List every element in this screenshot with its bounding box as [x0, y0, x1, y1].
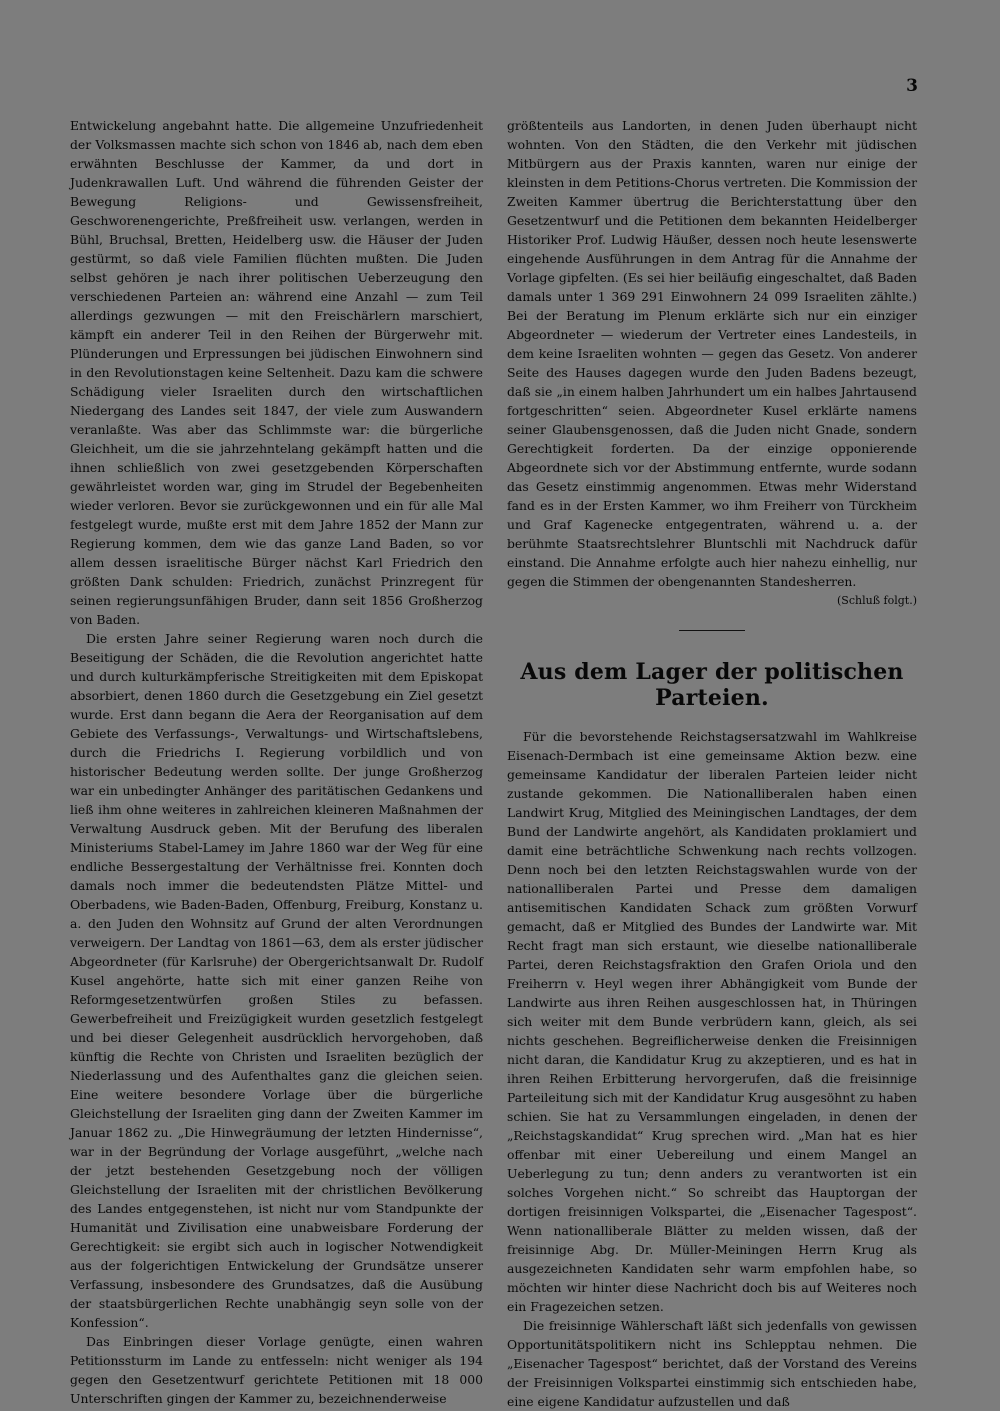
article-headline: Aus dem Lager der politischen Parteien.: [520, 659, 904, 711]
article-paragraph-2: Die freisinnige Wählerschaft läßt sich jedenfalls von gewissen Opportunitätspolitikern nicht ins Schlepptau nehmen. Die „Eisenacher Tagespost“ berichtet, daß der Vorstand des Vereins der Freisinnigen Volkspartei einstimmig sich entschieden habe, eine eigene Kandidatur aufzustellen und daß: [507, 1318, 917, 1409]
left-paragraph-1: Entwickelung angebahnt hatte. Die allgemeine Unzufriedenheit der Volksmassen machte sich schon von 1846 ab, nach dem eben erwähnten Beschlusse der Kammer, da und dort in Judenkrawallen Luft. Und während die führenden Geister der Bewegung Religions- und Gewissensfreiheit, Geschworenengerichte, Preßfreiheit usw. verlangen, werden in Bühl, Bruchsal, Bretten, Heidelberg usw. die Häuser der Juden gestürmt, so daß viele Familien flüchten mußten. Die Juden selbst gehören je nach ihrer politischen Ueberzeugung den verschiedenen Parteien an: während eine Anzahl — zum Teil allerdings gezwungen — mit den Freischärlern marschiert, kämpft ein anderer Teil in den Reihen der Bürgerwehr mit. Plünderungen und Erpressungen bei jüdischen Einwohnern sind in den Revolutionstagen keine Seltenheit. Dazu kam die schwere Schädigung vieler Israeliten durch den wirtschaftlichen Niedergang des Landes seit 1847, der viele zum Auswandern veranlaßte. Was aber das Schlimmste war: die bürgerliche Gleichheit, um die sie jahrzehntelang gekämpft hatten und die ihnen schließlich von zwei gesetzgebenden Körperschaften gewährleistet worden war, ging im Strudel der Begebenheiten wieder verloren. Bevor sie zurückgewonnen und ein für alle Mal festgelegt wurde, mußte erst mit dem Jahre 1852 der Mann zur Regierung kommen, dem wie das ganze Land Baden, so vor allem dessen israelitische Bürger nächst Karl Friedrich den größten Dank schulden: Friedrich, zunächst Prinzregent für seinen regierungsunfähigen Bruder, dann seit 1856 Großherzog von Baden.: [70, 118, 483, 627]
article-paragraph-1: Für die bevorstehende Reichstagsersatzwahl im Wahlkreise Eisenach-Dermbach ist eine gemeinsame Aktion bezw. eine gemeinsame Kandidatur der liberalen Parteien leider nicht zustande gekommen. Die Nationalliberalen haben einen Landwirt Krug, Mitglied des Meiningischen Landtages, der dem Bund der Landwirte angehört, als Kandidaten proklamiert und damit eine beträchtliche Schwenkung nach rechts vollzogen. Denn noch bei den letzten Reichstagswahlen wurde von der nationalliberalen Partei und Presse dem damaligen antisemitischen Kandidaten Schack zum größten Vorwurf gemacht, daß er Mitglied des Bundes der Landwirte war. Mit Recht fragt man sich erstaunt, wie dieselbe nationalliberale Partei, deren Reichstagsfraktion den Grafen Oriola und den Freiherrn v. Heyl wegen ihrer Abhängigkeit vom Bunde der Landwirte aus ihren Reihen ausgeschlossen hat, in Thüringen sich weiter mit dem Bunde verbrüdern kann, gleich, als sei nichts geschehen. Begreiflicherweise denken die Freisinnigen nicht daran, die Kandidatur Krug zu akzeptieren, und es hat in ihren Reihen Erbitterung hervorgerufen, daß die freisinnige Parteileitung sich mit der Kandidatur Krug ausgesöhnt zu haben schien. Sie hat zu Versammlungen eingeladen, in denen der „Reichstagskandidat“ Krug sprechen wird. „Man hat es hier offenbar mit einer Uebereilung und einem Mangel an Ueberlegung zu tun; denn anders zu verantworten ist ein solches Vorgehen nicht.“ So schreibt das Hauptorgan der dortigen freisinnigen Volkspartei, die „Eisenacher Tagespost“. Wenn nationalliberale Blätter zu melden wissen, daß der freisinnige Abg. Dr. Müller-Meiningen Herrn Krug als ausgezeichneten Kandidaten sehr warm empfohlen habe, so möchten wir hinter diese Nachricht doch bis auf Weiteres noch ein Fragezeichen setzen.: [507, 729, 917, 1314]
right-continuation-paragraph: größtenteils aus Landorten, in denen Juden überhaupt nicht wohnten. Von den Städten, die den Verkehr mit jüdischen Mitbürgern aus der Praxis kannten, waren nur einige der kleinsten in dem Petitions-Chorus vertreten. Die Kommission der Zweiten Kammer übertrug die Berichterstattung über den Gesetzentwurf und die Petitionen dem bekannten Heidelberger Historiker Prof. Ludwig Häußer, dessen noch heute lesenswerte eingehende Ausführungen in dem Antrag für die Annahme der Vorlage gipfelten. (Es sei hier beiläufig eingeschaltet, daß Baden damals unter 1 369 291 Einwohnern 24 099 Israeliten zählte.) Bei der Beratung im Plenum erklärte sich nur ein einziger Abgeordneter — wiederum der Vertreter eines Landesteils, in dem keine Israeliten wohnten — gegen das Gesetz. Von anderer Seite des Hauses dagegen wurde den Juden Badens bezeugt, daß sie „in einem halben Jahrhundert um ein halbes Jahrtausend fortgeschritten“ seien. Abgeordneter Kusel erklärte namens seiner Glaubensgenossen, daß die Juden nicht Gnade, sondern Gerechtigkeit forderten. Da der einzige opponierende Abgeordnete sich vor der Abstimmung entfernte, wurde sodann das Gesetz einstimmig angenommen. Etwas mehr Widerstand fand es in der Ersten Kammer, wo ihm Freiherr von Türckheim und Graf Kagenecke entgegentraten, während u. a. der berühmte Staatsrechtslehrer Bluntschli mit Nachdruck dafür einstand. Die Annahme erfolgte auch hier nahezu einhellig, nur gegen die Stimmen der obengenannten Standesherren.: [507, 118, 917, 589]
section-divider: [679, 630, 745, 631]
left-paragraph-2: Die ersten Jahre seiner Regierung waren noch durch die Beseitigung der Schäden, die die Revolution angerichtet hatte und durch kulturkämpferische Streitigkeiten mit dem Episkopat absorbiert, denen 1860 durch die Gesetzgebung ein Ziel gesetzt wurde. Erst dann begann die Aera der Reorganisation auf dem Gebiete des Verfassungs-, Verwaltungs- und Wirtschaftslebens, durch die Friedrichs I. Regierung vorbildlich und von historischer Bedeutung werden sollte. Der junge Großherzog war ein unbedingter Anhänger des paritätischen Gedankens und ließ ihm ohne weiteres in zahlreichen kleineren Maßnahmen der Verwaltung Ausdruck geben. Mit der Berufung des liberalen Ministeriums Stabel-Lamey im Jahre 1860 war der Weg für eine endliche Bessergestaltung der Verhältnisse frei. Konnten doch damals noch immer die bedeutendsten Plätze Mittel- und Oberbadens, wie Baden-Baden, Offenburg, Freiburg, Konstanz u. a. den Juden den Wohnsitz auf Grund der alten Verordnungen verweigern. Der Landtag von 1861—63, dem als erster jüdischer Abgeordneter (für Karlsruhe) der Obergerichtsanwalt Dr. Rudolf Kusel angehörte, hatte sich mit einer ganzen Reihe von Reformgesetzentwürfen großen Stiles zu befassen. Gewerbefreiheit und Freizügigkeit wurden gesetzlich festgelegt und bei dieser Gelegenheit ausdrücklich hervorgehoben, daß künftig die Rechte von Christen und Israeliten bezüglich der Niederlassung und des Aufenthaltes ganz die gleichen seien. Eine weitere besondere Vorlage über die bürgerliche Gleichstellung der Israeliten ging dann der Zweiten Kammer im Januar 1862 zu. „Die Hinwegräumung der letzten Hindernisse“, war in der Begründung der Vorlage ausgeführt, „welche nach der jetzt bestehenden Gesetzgebung noch der völligen Gleichstellung der Israeliten mit der christlichen Bevölkerung des Landes entgegenstehen, ist nicht nur vom Standpunkte der Humanität und Zivilisation eine unabweisbare Forderung der Gerechtigkeit: sie ergibt sich auch in logischer Notwendigkeit aus der folgerichtigen Entwickelung der Grundsätze unserer Verfassung, insbesondere des Grundsatzes, daß die Ausübung der staatsbürgerlichen Rechte unabhängig seyn solle von der Konfession“.: [70, 631, 483, 1330]
page-number: 3: [906, 76, 918, 96]
left-column: [70, 116, 483, 1408]
to-be-continued-note: (Schluß folgt.): [837, 594, 917, 607]
left-paragraph-3: Das Einbringen dieser Vorlage genügte, einen wahren Petitionssturm im Lande zu entfesseln: nicht weniger als 194 gegen den Gesetzentwurf gerichtete Petitionen mit 18 000 Unterschriften gingen der Kammer zu, bezeichnenderweise: [70, 1334, 483, 1406]
right-column: [507, 116, 917, 1411]
